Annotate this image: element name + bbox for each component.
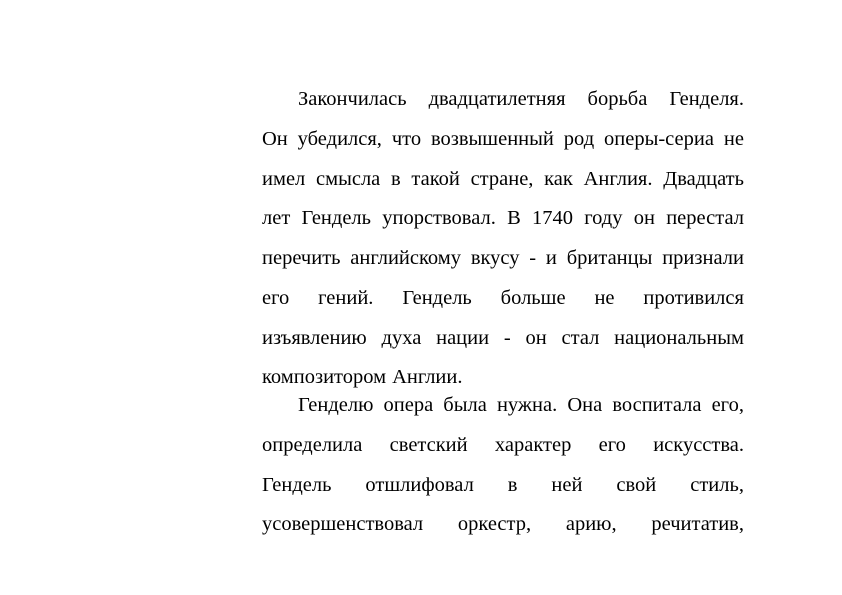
- word: оркестр,: [457, 513, 532, 535]
- text-line: [262, 327, 744, 353]
- word: его: [262, 287, 290, 309]
- word: духа: [381, 327, 422, 349]
- word: Гендель: [402, 287, 472, 309]
- word: композитором: [262, 366, 387, 388]
- word: перечить: [262, 247, 341, 269]
- word: усовершенствовал: [262, 513, 424, 535]
- word: Гендель: [301, 207, 371, 229]
- word: и: [545, 247, 557, 269]
- word: как: [544, 168, 573, 190]
- word: лет: [262, 207, 291, 229]
- word: вкусу: [470, 247, 520, 269]
- word: опера: [383, 394, 434, 416]
- word: он: [633, 207, 655, 229]
- text-line: [262, 207, 744, 233]
- word: стране,: [470, 168, 534, 190]
- word: английскому: [350, 247, 462, 269]
- word: перестал: [666, 207, 744, 229]
- word: британцы: [566, 247, 653, 269]
- text-line: [262, 128, 744, 154]
- word: его,: [711, 394, 744, 416]
- word: году: [584, 207, 623, 229]
- text-line: [262, 434, 744, 460]
- word: изъявлению: [262, 327, 367, 349]
- word: он: [525, 327, 547, 349]
- word: светский: [389, 434, 468, 456]
- word: Она: [567, 394, 603, 416]
- word: двадцатилетняя: [428, 88, 566, 110]
- word: гений.: [318, 287, 374, 309]
- word: Закончилась: [298, 88, 407, 110]
- word: арию,: [565, 513, 617, 535]
- word: упорствовал.: [382, 207, 496, 229]
- word: в: [391, 168, 401, 190]
- word: имел: [262, 168, 306, 190]
- word: его: [598, 434, 626, 456]
- word: не: [594, 287, 615, 309]
- text-line: [262, 474, 744, 500]
- word: отшлифовал: [365, 474, 474, 496]
- text-line: [298, 394, 744, 420]
- word: больше: [500, 287, 566, 309]
- word: воспитала: [612, 394, 702, 416]
- text-line: [298, 88, 744, 114]
- text-line: [262, 287, 744, 313]
- word: -: [529, 247, 537, 269]
- word: характер: [494, 434, 572, 456]
- word: не: [723, 128, 744, 150]
- word: возвышенный: [430, 128, 554, 150]
- word: речитатив,: [651, 513, 744, 535]
- word: что: [391, 128, 422, 150]
- word: борьба: [587, 88, 648, 110]
- word: Генделя.: [669, 88, 744, 110]
- word: Англия.: [583, 168, 653, 190]
- word: оперы-сериа: [604, 128, 714, 150]
- word: убедился,: [297, 128, 382, 150]
- word: национальным: [614, 327, 744, 349]
- word: в: [507, 474, 518, 496]
- word: противился: [643, 287, 744, 309]
- word: искусства.: [653, 434, 744, 456]
- word: смысла: [316, 168, 381, 190]
- word: стиль,: [690, 474, 744, 496]
- text-line: [262, 513, 744, 539]
- word: род: [563, 128, 595, 150]
- word: нации: [436, 327, 490, 349]
- word: Генделю: [298, 394, 374, 416]
- word: ней: [551, 474, 583, 496]
- text-line: [262, 247, 744, 273]
- text-line: [262, 168, 744, 194]
- word: такой: [411, 168, 460, 190]
- word: Он: [262, 128, 288, 150]
- word: Англии.: [392, 366, 463, 388]
- word: -: [503, 327, 511, 349]
- word: определила: [262, 434, 363, 456]
- word: стал: [561, 327, 600, 349]
- word: признали: [662, 247, 744, 269]
- word: 1740: [532, 207, 574, 229]
- word: Гендель: [262, 474, 332, 496]
- text-line: [262, 366, 744, 392]
- word: свой: [616, 474, 657, 496]
- word: Двадцать: [663, 168, 744, 190]
- word: была: [443, 394, 487, 416]
- word: В: [507, 207, 521, 229]
- word: нужна.: [496, 394, 558, 416]
